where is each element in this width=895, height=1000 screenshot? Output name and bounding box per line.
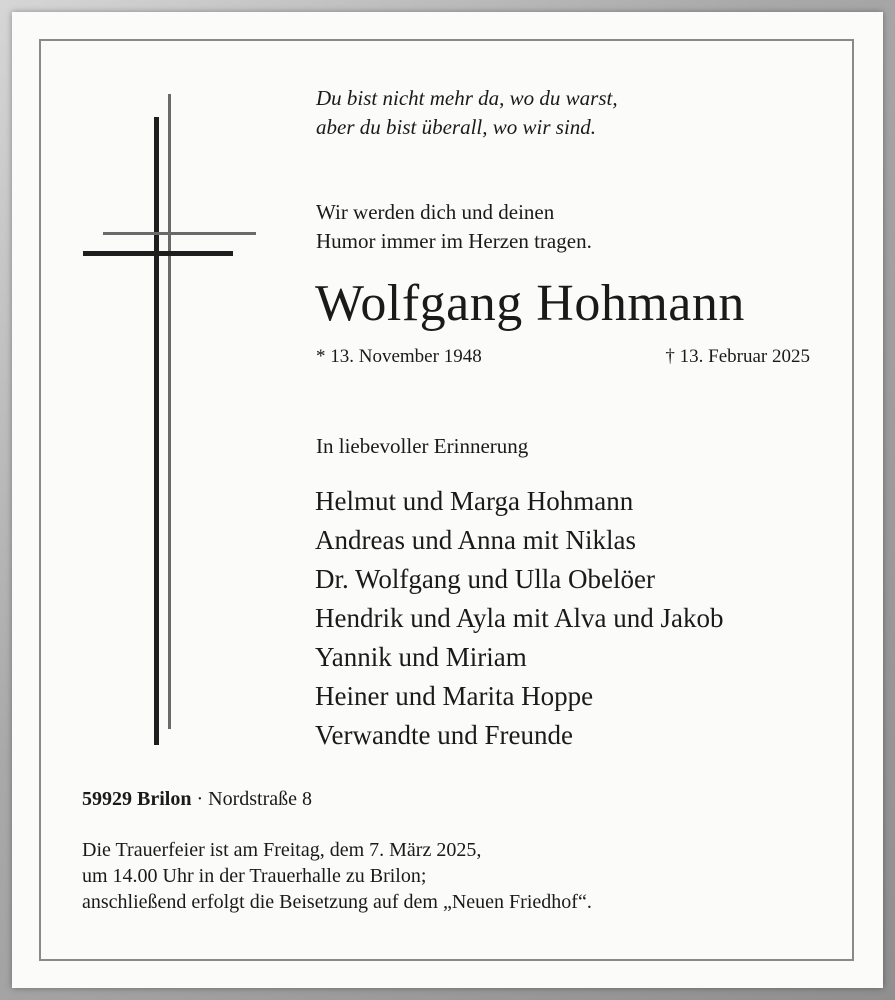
cross-horizontal-bar	[83, 251, 233, 256]
humor-text	[316, 198, 592, 256]
address-city: 59929 Brilon	[82, 788, 192, 810]
memorial-quote	[316, 84, 618, 142]
mourner-item: Dr. Wolfgang und Ulla Obelöer	[315, 564, 656, 594]
obituary-page	[12, 12, 883, 988]
service-line: anschließend erfolgt die Beisetzung auf dem „Neuen Friedhof“.	[82, 891, 592, 913]
address-street: Nordstraße 8	[208, 788, 312, 810]
mourner-item: Verwandte und Freunde	[315, 720, 573, 750]
mourner-item: Helmut und Marga Hohmann	[315, 486, 634, 516]
cross-horizontal-thin-bar	[103, 232, 256, 235]
memory-heading: In liebevoller Erinnerung	[316, 434, 529, 458]
funeral-service-info	[82, 837, 592, 915]
birth-date: * 13. November 1948	[316, 346, 482, 367]
family-address	[82, 786, 312, 812]
mourner-item: Andreas und Anna mit Niklas	[315, 525, 636, 555]
service-line: um 14.00 Uhr in der Trauerhalle zu Brilon;	[82, 865, 427, 887]
mourners-list	[315, 482, 723, 755]
cross-vertical-thin-bar	[168, 94, 171, 729]
address-separator: ·	[191, 788, 209, 810]
death-date: † 13. Februar 2025	[665, 346, 810, 367]
mourner-item: Hendrik und Ayla mit Alva und Jakob	[315, 603, 724, 633]
deceased-name: Wolfgang Hohmann	[315, 275, 745, 332]
cross-vertical-bar	[154, 117, 159, 745]
mourner-item: Heiner und Marita Hoppe	[315, 681, 594, 711]
quote-line: Du bist nicht mehr da, wo du warst,	[316, 86, 618, 110]
mourner-item: Yannik und Miriam	[315, 642, 527, 672]
service-line: Die Trauerfeier ist am Freitag, dem 7. März 2025,	[82, 839, 482, 861]
quote-line: aber du bist überall, wo wir sind.	[316, 115, 597, 139]
humor-line: Wir werden dich und deinen	[316, 200, 555, 224]
humor-line: Humor immer im Herzen tragen.	[316, 229, 592, 253]
